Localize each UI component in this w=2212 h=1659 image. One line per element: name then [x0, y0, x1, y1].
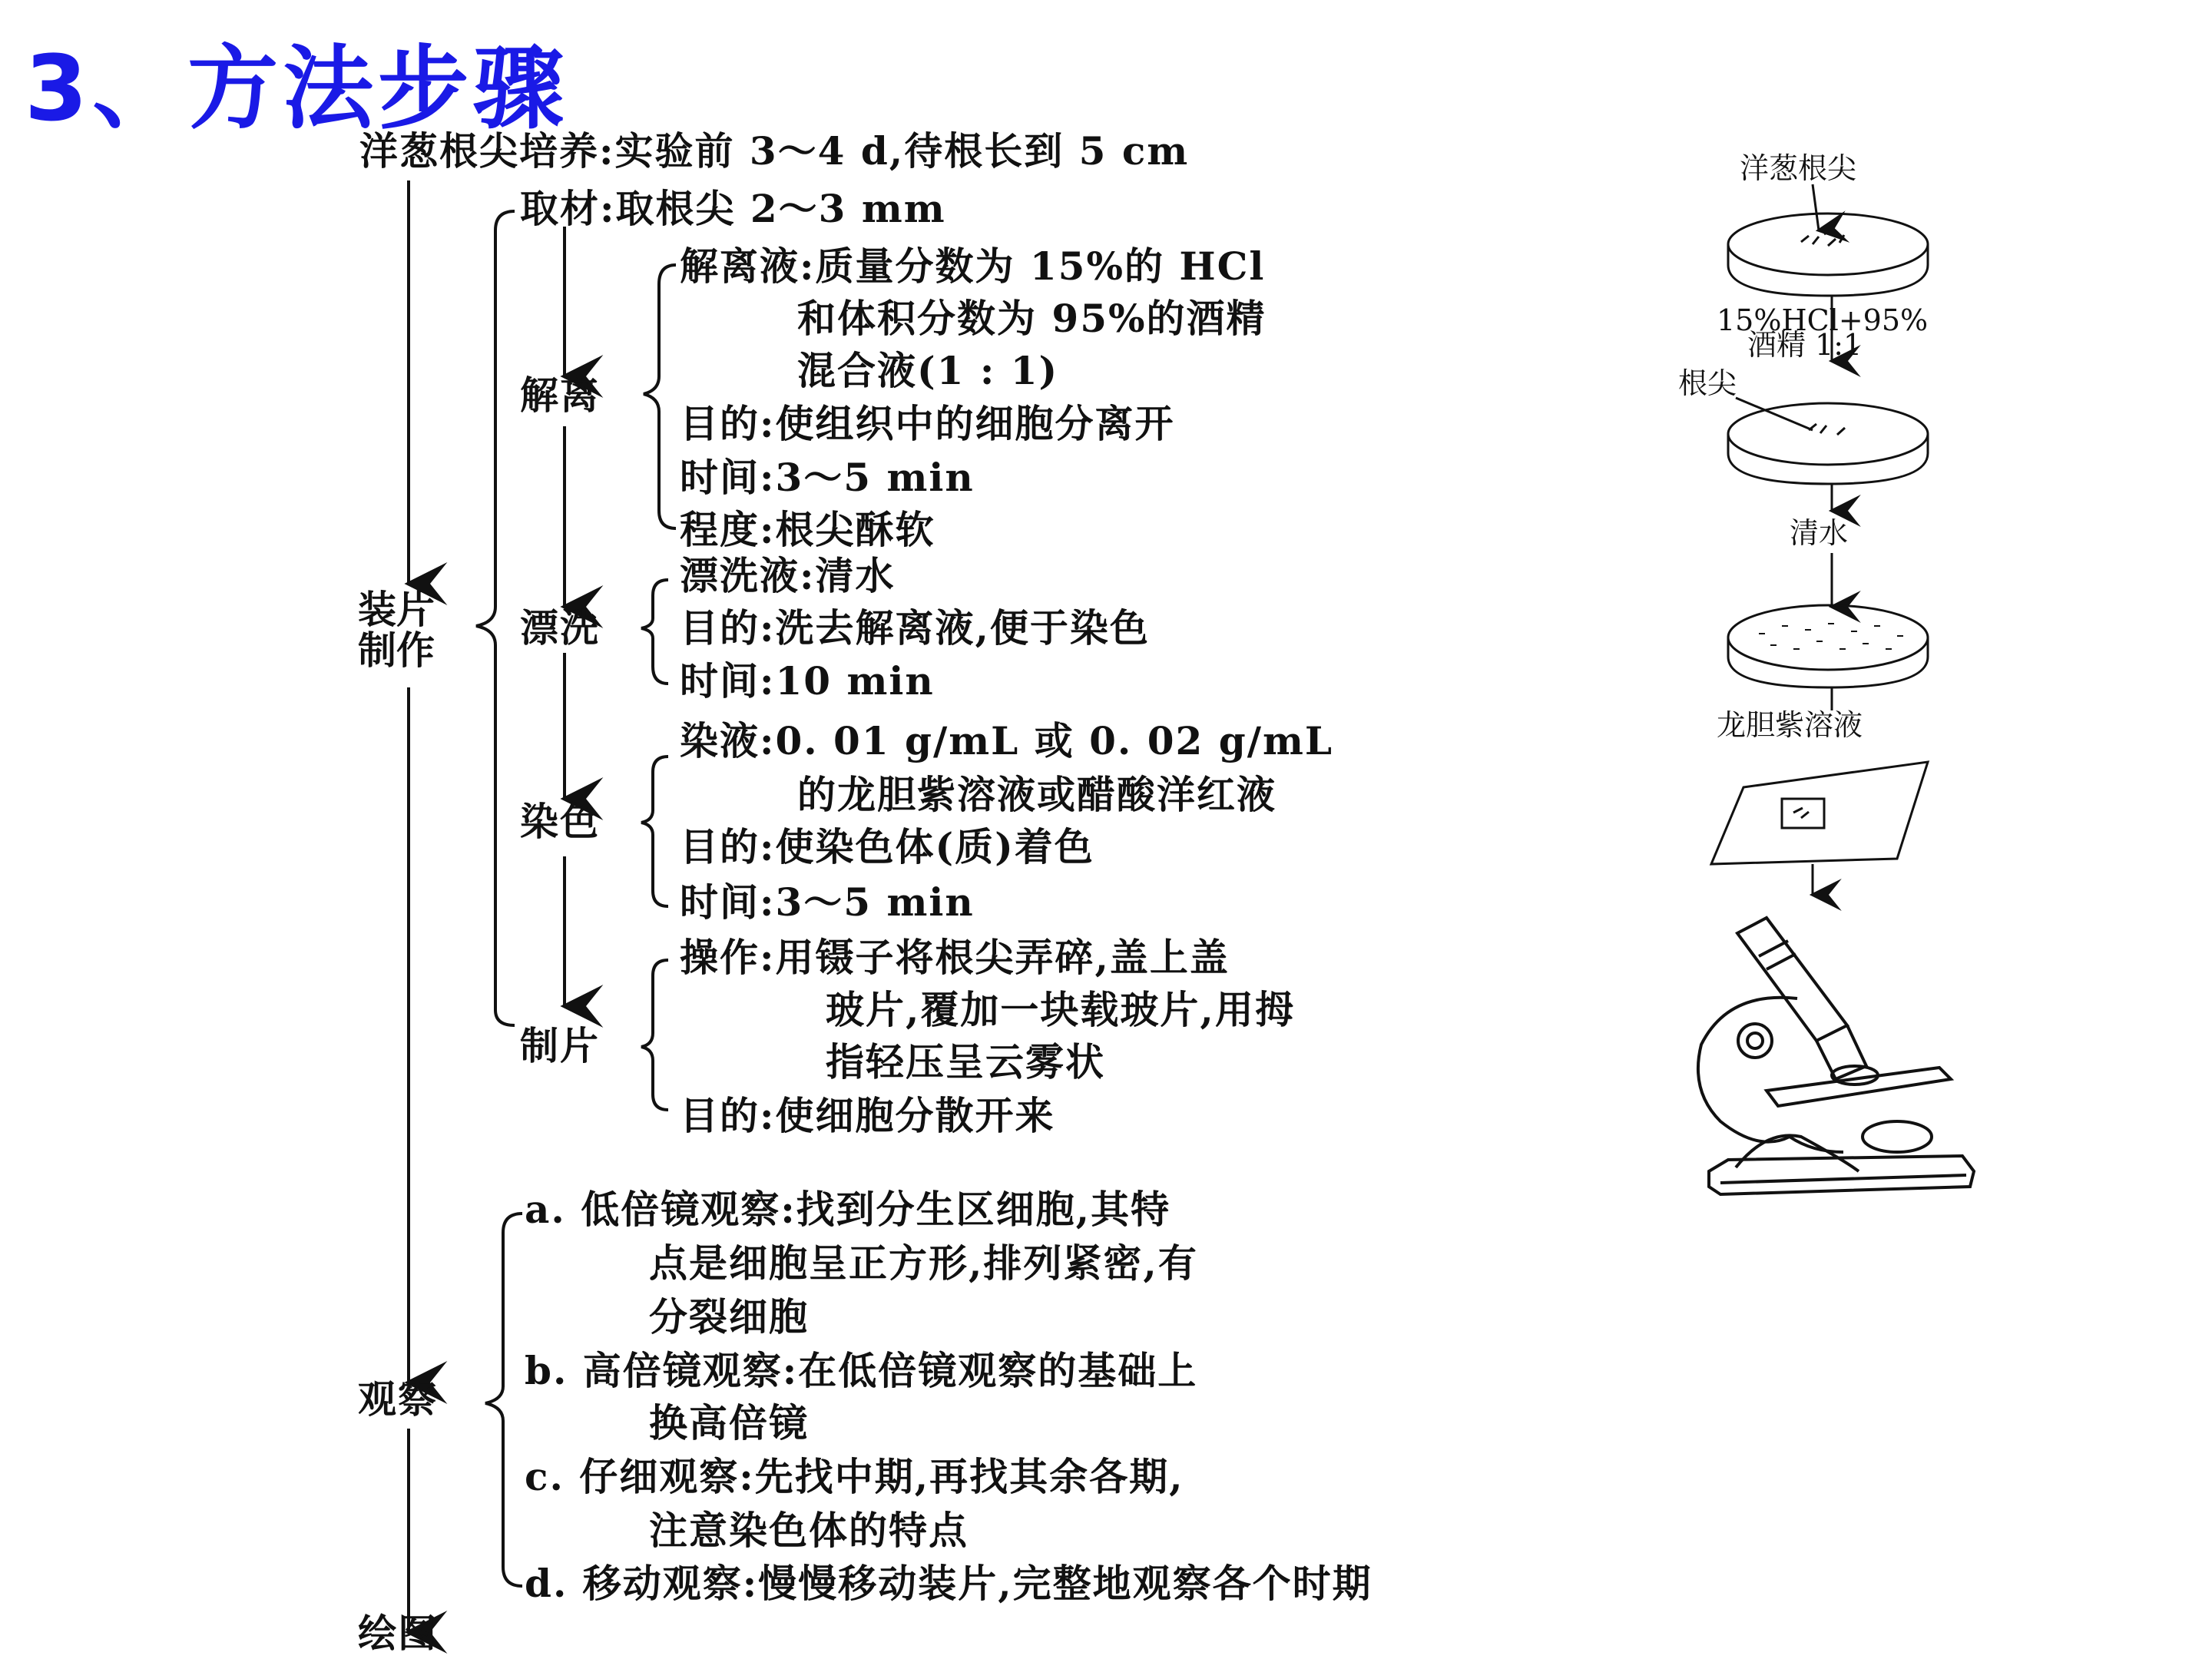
root-step: 洋葱根尖培养:实验前 3～4 d,待根长到 5 cm	[359, 128, 1190, 174]
jieli-line-6: 程度:根尖酥软	[680, 507, 935, 552]
jieli-line-5: 时间:3～5 min	[680, 455, 975, 500]
piaoxi-line-2: 目的:洗去解离液,便于染色	[680, 605, 1150, 651]
figure-label-water: 清水	[1790, 516, 1849, 550]
label-zhipian: 制片	[520, 1023, 600, 1068]
label-zhuangpian-line1: 装片	[358, 587, 435, 632]
figure-label-onion-root: 洋葱根尖	[1740, 151, 1857, 185]
ranse-line-3: 目的:使染色体(质)着色	[680, 824, 1094, 869]
page-title: 3、方法步骤	[25, 35, 569, 141]
jieli-line-4: 目的:使组织中的细胞分离开	[680, 401, 1175, 446]
figure-label-hcl-1: 15%HCl+95%	[1717, 303, 1929, 337]
label-piaoxi: 漂洗	[520, 605, 600, 651]
guancha-line-d: d. 移动观察:慢慢移动装片,完整地观察各个时期	[525, 1561, 1373, 1606]
piaoxi-line-1: 漂洗液:清水	[680, 553, 896, 598]
figure-label-root-tip: 根尖	[1678, 366, 1737, 400]
figure-label-dye: 龙胆紫溶液	[1717, 708, 1863, 742]
guancha-line-b2: 换高倍镜	[649, 1400, 809, 1445]
zhipian-line-2: 玻片,覆加一块载玻片,用拇	[826, 987, 1295, 1032]
figure-label-hcl-2: 酒精 1:1	[1747, 328, 1863, 362]
zhipian-line-1: 操作:用镊子将根尖弄碎,盖上盖	[680, 935, 1230, 980]
guancha-line-c1: c. 仔细观察:先找中期,再找其余各期,	[525, 1454, 1184, 1499]
label-zhuangpian	[358, 587, 435, 673]
step-qucai: 取材:取根尖 2～3 mm	[520, 186, 946, 231]
label-jieli: 解离	[520, 373, 600, 418]
zhipian-line-4: 目的:使细胞分散开来	[680, 1093, 1055, 1138]
zhipian-line-3: 指轻压呈云雾状	[826, 1039, 1105, 1084]
guancha-line-a2: 点是细胞呈正方形,排列紧密,有	[649, 1240, 1198, 1286]
ranse-line-2: 的龙胆紫溶液或醋酸洋红液	[797, 772, 1277, 817]
jieli-line-2: 和体积分数为 95%的酒精	[797, 296, 1267, 341]
ranse-line-1: 染液:0. 01 g/mL 或 0. 02 g/mL	[680, 718, 1334, 763]
label-zhuangpian-line2: 制作	[358, 627, 435, 673]
label-huitu: 绘图	[358, 1611, 438, 1656]
guancha-line-a1: a. 低倍镜观察:找到分生区细胞,其特	[525, 1187, 1171, 1232]
label-ranse: 染色	[520, 799, 600, 844]
jieli-line-1: 解离液:质量分数为 15%的 HCl	[680, 243, 1266, 289]
guancha-line-c2: 注意染色体的特点	[649, 1508, 969, 1553]
guancha-line-a3: 分裂细胞	[649, 1294, 809, 1339]
jieli-line-3: 混合液(1 : 1)	[797, 348, 1059, 393]
microscope-figure	[1698, 918, 1974, 1194]
piaoxi-line-3: 时间:10 min	[680, 658, 935, 704]
label-guancha: 观察	[358, 1376, 438, 1422]
guancha-line-b1: b. 高倍镜观察:在低倍镜观察的基础上	[525, 1348, 1198, 1393]
ranse-line-4: 时间:3～5 min	[680, 879, 975, 925]
